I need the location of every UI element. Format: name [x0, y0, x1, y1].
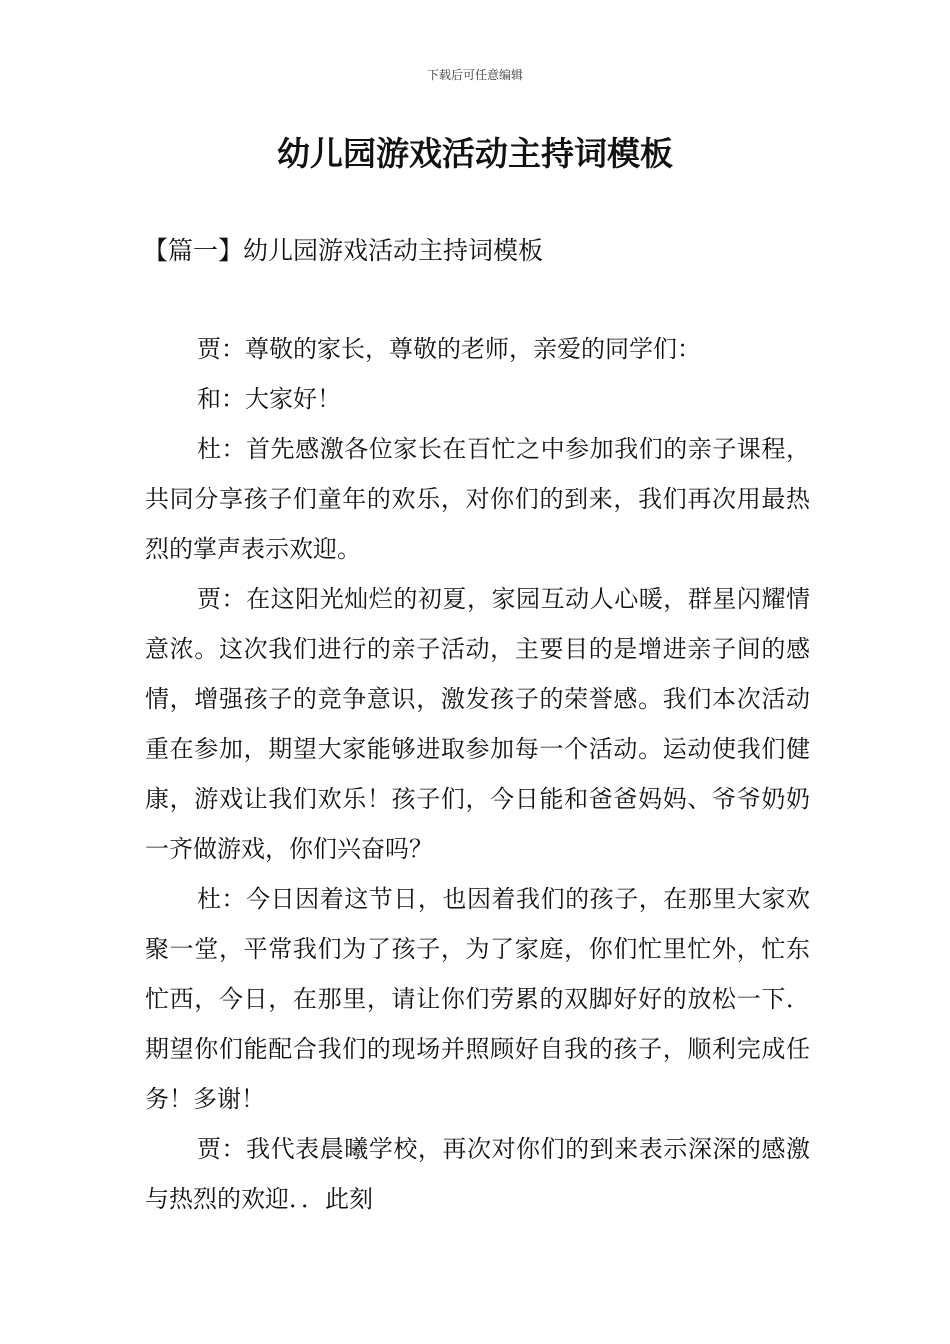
- document-body: [145, 324, 810, 1224]
- header-note: 下载后可任意编辑: [426, 68, 523, 82]
- paragraph: 贾：尊敬的家长，尊敬的老师，亲爱的同学们：: [197, 335, 701, 363]
- paragraph: 杜：今日因着这节日，也因着我们的孩子，在那里大家欢聚一堂，平常我们为了孩子，为了家庭，你们忙里忙外，忙东忙西，今日，在那里，请让你们劳累的双脚好好的放松一下．期望你们能配合我们的现场并照顾好自我的孩子，顺利完成任务！多谢！: [145, 885, 810, 1113]
- paragraph: 贾：在这阳光灿烂的初夏，家园互动人心暖，群星闪耀情意浓。这次我们进行的亲子活动，主要目的是增进亲子间的感情，增强孩子的竞争意识，激发孩子的荣誉感。我们本次活动重在参加，期望大家能够进取参加每一个活动。运动使我们健康，游戏让我们欢乐！孩子们，今日能和爸爸妈妈、爷爷奶奶一齐做游戏，你们兴奋吗？: [145, 585, 810, 863]
- paragraph: 和：大家好！: [197, 385, 341, 413]
- paragraph: 杜：首先感激各位家长在百忙之中参加我们的亲子课程，共同分享孩子们童年的欢乐，对你们的到来，我们再次用最热烈的掌声表示欢迎。: [145, 435, 810, 563]
- document-title: 幼儿园游戏活动主持词模板: [277, 134, 673, 173]
- section-heading: 【篇一】幼儿园游戏活动主持词模板: [143, 236, 544, 265]
- paragraph: 贾：我代表晨曦学校，再次对你们的到来表示深深的感激与热烈的欢迎．．此刻: [145, 1135, 810, 1213]
